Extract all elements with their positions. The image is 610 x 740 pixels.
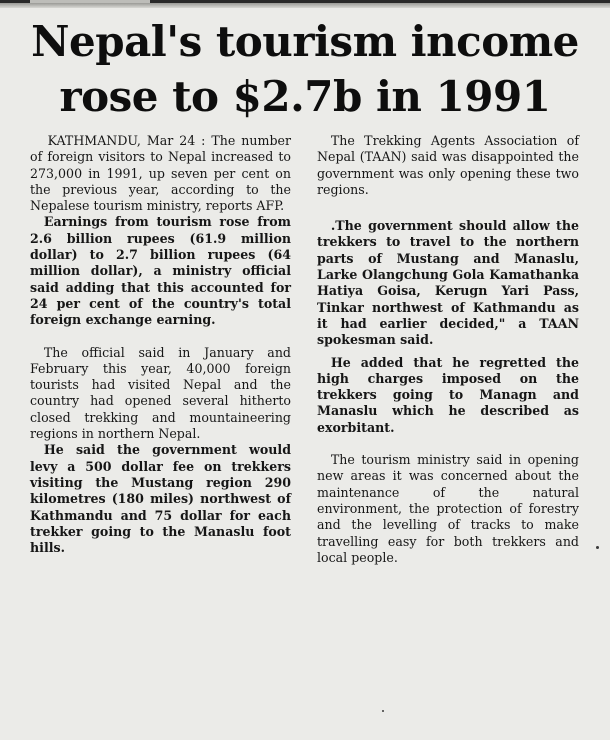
- article-column-right: [317, 133, 579, 566]
- print-speck: [596, 546, 599, 549]
- article-paragraph-5: The Trekking Agents Association of Nepal (TAAN) said was disappointed the government was only opening these two regions.: [317, 133, 579, 197]
- cropped-masthead-remnant: [30, 0, 150, 3]
- top-rule: [0, 0, 610, 8]
- article-paragraph-8: The tourism ministry said in opening new areas it was concerned about the maintenance of the natural environment, the protection of forestry and the levelling of tracks to make travelling easy for both trekkers and local people.: [317, 452, 579, 565]
- article-paragraph-4: He said the government would levy a 500 dollar fee on trekkers visiting the Mustang region 290 kilometres (180 miles) northwest of Kathmandu and 75 dollar for each trekker going to the Manaslu foot hills.: [30, 442, 291, 556]
- article-paragraph-1: KATHMANDU, Mar 24 : The number of foreign visitors to Nepal increased to 273,000 in 1991, up seven per cent on the previous year, according to the Nepalese tourism ministry, reports AFP.: [30, 133, 291, 214]
- headline-line-1: Nepal's tourism income: [31, 17, 579, 66]
- print-speck: [382, 710, 384, 712]
- paragraph-gap: [30, 329, 291, 345]
- article-paragraph-6: .The government should allow the trekkers to travel to the northern parts of Mustang and Manaslu, Larke Olangchung Gola Kamathanka Hatiya Goisa, Kerugn Yari Pass, Tinkar northwest of Kathmandu as it had earlier decided," a TAAN spokesman said.: [317, 218, 579, 348]
- headline-line-2: rose to $2.7b in 1991: [59, 72, 551, 121]
- paragraph-gap: [317, 436, 579, 452]
- headline: [0, 14, 610, 124]
- paragraph-gap: [317, 198, 579, 218]
- article-paragraph-7: He added that he regretted the high charges imposed on the trekkers going to Managn and Manaslu which he described as exorbitant.: [317, 354, 579, 435]
- article-column-left: [30, 133, 291, 556]
- article-paragraph-3: The official said in January and February this year, 40,000 foreign tourists had visited Nepal and the country had opened several hitherto closed trekking and mountaineering regions in northern Nepal.: [30, 344, 291, 442]
- article-paragraph-2: Earnings from tourism rose from 2.6 billion rupees (61.9 million dollar) to 2.7 billion rupees (64 million dollar), a ministry official said adding that this accounted for 24 per cent of the country's total foreign exchange earning.: [30, 214, 291, 328]
